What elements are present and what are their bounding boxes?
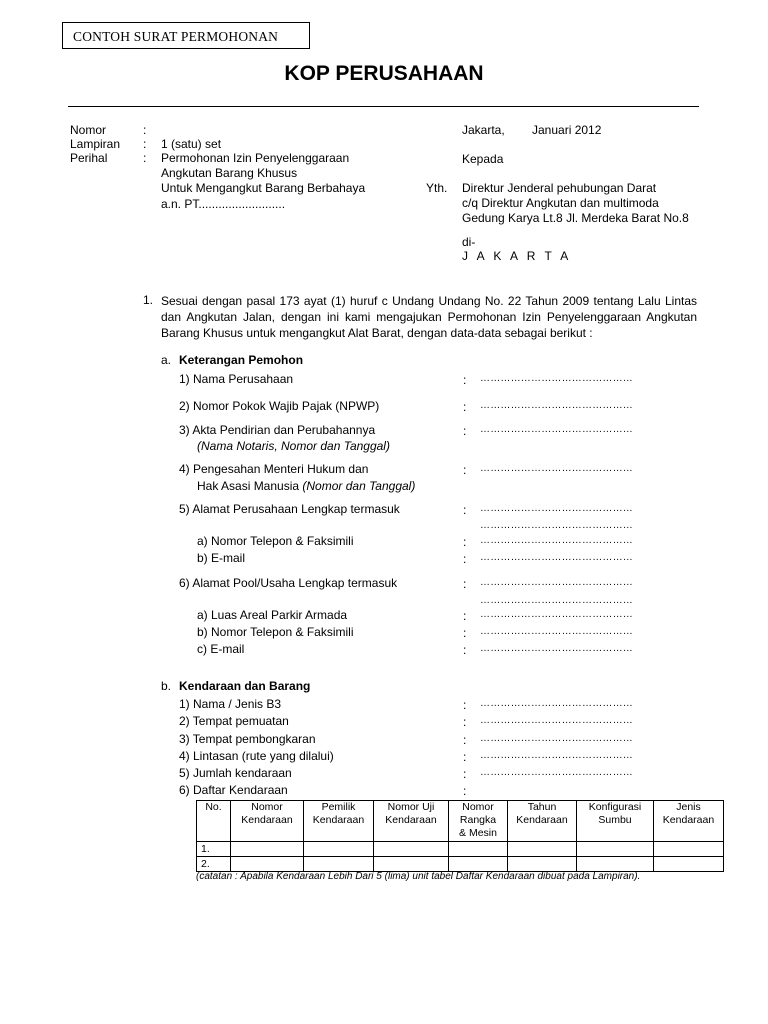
field-label: 2) Nomor Pokok Wajib Pajak (NPWP) (179, 399, 380, 413)
field-label: 5) Jumlah kendaraan (179, 766, 292, 780)
section-a-dotted-fill: ……………………………………… (480, 535, 633, 546)
field-label: c) E-mail (197, 642, 245, 656)
section-a-colon: : (463, 643, 467, 657)
header-divider (68, 106, 699, 107)
field-label: 5) Alamat Perusahaan Lengkap termasuk (179, 502, 400, 516)
lampiran-value: 1 (satu) set (161, 137, 222, 151)
paragraph-number: 1. (143, 293, 154, 307)
contoh-surat-box: CONTOH SURAT PERMOHONAN (62, 22, 310, 49)
section-a-colon: : (463, 424, 467, 438)
section-a-colon: : (463, 577, 467, 591)
di-label: di- (462, 235, 476, 249)
perihal-line: Angkutan Barang Khusus (161, 166, 298, 180)
section-b-colon: : (463, 750, 467, 764)
section-b-dotted-fill: ……………………………………… (480, 750, 633, 761)
field-sublabel-italic: (Nomor dan Tanggal) (302, 479, 416, 493)
lampiran-colon: : (143, 137, 147, 151)
field-label: 6) Alamat Pool/Usaha Lengkap termasuk (179, 576, 398, 590)
table-cell[interactable] (508, 842, 577, 857)
table-header-row (197, 801, 724, 842)
table-note: (catatan : Apabila Kendaraan Lebih Dari 5 (lima) unit tabel Daftar Kendaraan dibuat pada Lampiran). (196, 871, 641, 882)
section-a-dotted-fill: ……………………………………… (480, 643, 633, 654)
section-a-dotted-fill: ……………………………………… (480, 373, 633, 384)
table-cell[interactable] (577, 857, 654, 872)
table-header-text: Nomor (462, 801, 494, 813)
table-header-cell (304, 801, 374, 842)
section-a-dotted-fill: ……………………………………… (480, 577, 633, 588)
table-header-text: & Mesin (459, 827, 497, 839)
table-cell[interactable] (304, 842, 374, 857)
kepada-label: Kepada (462, 152, 504, 166)
table-header-text: No. (205, 801, 222, 813)
vehicle-table (196, 800, 724, 872)
section-a-colon: : (463, 535, 467, 549)
table-header-text: Kendaraan (516, 814, 568, 826)
section-b-colon: : (463, 698, 467, 712)
table-header-text: Jenis (676, 801, 701, 813)
table-header-text: Rangka (459, 814, 497, 826)
perihal-label: Perihal (70, 151, 108, 165)
row-number-cell: 2. (197, 857, 231, 872)
lampiran-label: Lampiran (70, 137, 121, 151)
yth-label: Yth. (426, 181, 448, 195)
table-cell[interactable] (374, 857, 449, 872)
section-b-dotted-fill: ……………………………………… (480, 733, 633, 744)
section-a-colon: : (463, 552, 467, 566)
field-label: 3) Akta Pendirian dan Perubahannya (179, 423, 376, 437)
perihal-line: Untuk Mengangkut Barang Berbahaya (161, 181, 366, 195)
table-header-text: Sumbu (598, 814, 632, 826)
table-cell[interactable] (508, 857, 577, 872)
table-cell[interactable] (231, 857, 304, 872)
section-b-colon: : (463, 784, 467, 798)
nomor-label: Nomor (70, 123, 107, 137)
table-header-text: Kendaraan (385, 814, 437, 826)
section-b-title: Kendaraan dan Barang (179, 679, 311, 693)
table-cell[interactable] (374, 842, 449, 857)
jakarta-label: J A K A R T A (462, 249, 572, 263)
table-header-text: Pemilik (321, 801, 356, 813)
table-header-text: Tahun (527, 801, 557, 813)
field-sublabel: (Nama Notaris, Nomor dan Tanggal) (197, 439, 390, 453)
section-a-colon: : (463, 373, 467, 387)
nomor-colon: : (143, 123, 147, 137)
perihal-line: Permohonan Izin Penyelenggaraan (161, 151, 350, 165)
table-cell[interactable] (304, 857, 374, 872)
table-row (197, 842, 724, 857)
table-cell[interactable] (654, 857, 724, 872)
section-b-dotted-fill: ……………………………………… (480, 715, 633, 726)
field-sublabel (197, 479, 415, 493)
section-b-letter: b. (161, 679, 172, 693)
table-header-cell (374, 801, 449, 842)
field-label: 2) Tempat pemuatan (179, 714, 289, 728)
perihal-colon: : (143, 151, 147, 165)
section-a-title: Keterangan Pemohon (179, 353, 304, 367)
recipient-line: Gedung Karya Lt.8 Jl. Merdeka Barat No.8 (462, 211, 689, 225)
section-a-dotted-fill: ……………………………………… (480, 552, 633, 563)
section-b-dotted-fill: ……………………………………… (480, 698, 633, 709)
section-a-letter: a. (161, 353, 172, 367)
section-a-colon: : (463, 463, 467, 477)
section-a-dotted-fill: ……………………………………… (480, 609, 633, 620)
table-header-cell (197, 801, 231, 842)
field-sublabel-plain: Hak Asasi Manusia (197, 479, 300, 493)
section-b-colon: : (463, 767, 467, 781)
section-a-dotted-fill: ……………………………………… (480, 626, 633, 637)
table-cell[interactable] (449, 857, 508, 872)
section-a-dotted-fill: ……………………………………… (480, 595, 633, 606)
table-cell[interactable] (654, 842, 724, 857)
section-b-colon: : (463, 733, 467, 747)
section-a-colon: : (463, 609, 467, 623)
table-header-text: Nomor (251, 801, 283, 813)
recipient-line: Direktur Jenderal pehubungan Darat (462, 181, 657, 195)
section-a-dotted-fill: ……………………………………… (480, 463, 633, 474)
section-a-colon: : (463, 626, 467, 640)
table-header-cell (508, 801, 577, 842)
table-header-cell (577, 801, 654, 842)
table-cell[interactable] (577, 842, 654, 857)
section-a-colon: : (463, 503, 467, 517)
table-row (197, 857, 724, 872)
field-label: a) Luas Areal Parkir Armada (197, 608, 348, 622)
city: Jakarta, (462, 123, 505, 137)
table-header-text: Kendaraan (662, 814, 715, 826)
table-header-text: Kendaraan (312, 814, 365, 826)
recipient-line: c/q Direktur Angkutan dan multimoda (462, 196, 659, 210)
table-cell[interactable] (449, 842, 508, 857)
section-a-dotted-fill: ……………………………………… (480, 520, 633, 531)
date: Januari 2012 (532, 123, 602, 137)
field-label: 1) Nama Perusahaan (179, 372, 294, 386)
section-b-colon: : (463, 715, 467, 729)
field-label: b) Nomor Telepon & Faksimili (197, 625, 354, 639)
field-label: 3) Tempat pembongkaran (179, 732, 316, 746)
table-header-text: Nomor Uji (387, 801, 435, 813)
table-header-cell (654, 801, 724, 842)
table-header-text: Kendaraan (241, 814, 293, 826)
table-header-text: Konfigurasi (588, 801, 642, 813)
perihal-line: a.n. PT.......................... (161, 197, 286, 211)
field-label: 6) Daftar Kendaraan (179, 783, 288, 797)
section-a-dotted-fill: ……………………………………… (480, 424, 633, 435)
section-b-dotted-fill: ……………………………………… (480, 767, 633, 778)
field-label: 4) Pengesahan Menteri Hukum dan (179, 462, 369, 476)
field-label: a) Nomor Telepon & Faksimili (197, 534, 354, 548)
intro-paragraph: Sesuai dengan pasal 173 ayat (1) huruf c Undang Undang No. 22 Tahun 2009 tentang Lalu Lintas dan Angkutan Jalan, dengan ini kami mengajukan Permohonan Izin Penyelenggaraan Angkutan Barang Khusus untuk mengangkut Alat Barat, dengan data-data sebagai berikut : (161, 294, 697, 340)
section-a-colon: : (463, 400, 467, 414)
row-number-cell: 1. (197, 842, 231, 857)
field-label: b) E-mail (197, 551, 246, 565)
section-a-dotted-fill: ……………………………………… (480, 503, 633, 514)
field-label: 1) Nama / Jenis B3 (179, 697, 282, 711)
section-a-dotted-fill: ……………………………………… (480, 400, 633, 411)
field-label: 4) Lintasan (rute yang dilalui) (179, 749, 334, 763)
table-header-cell (449, 801, 508, 842)
kop-perusahaan-title: KOP PERUSAHAAN (284, 62, 484, 85)
table-cell[interactable] (231, 842, 304, 857)
table-header-cell (231, 801, 304, 842)
